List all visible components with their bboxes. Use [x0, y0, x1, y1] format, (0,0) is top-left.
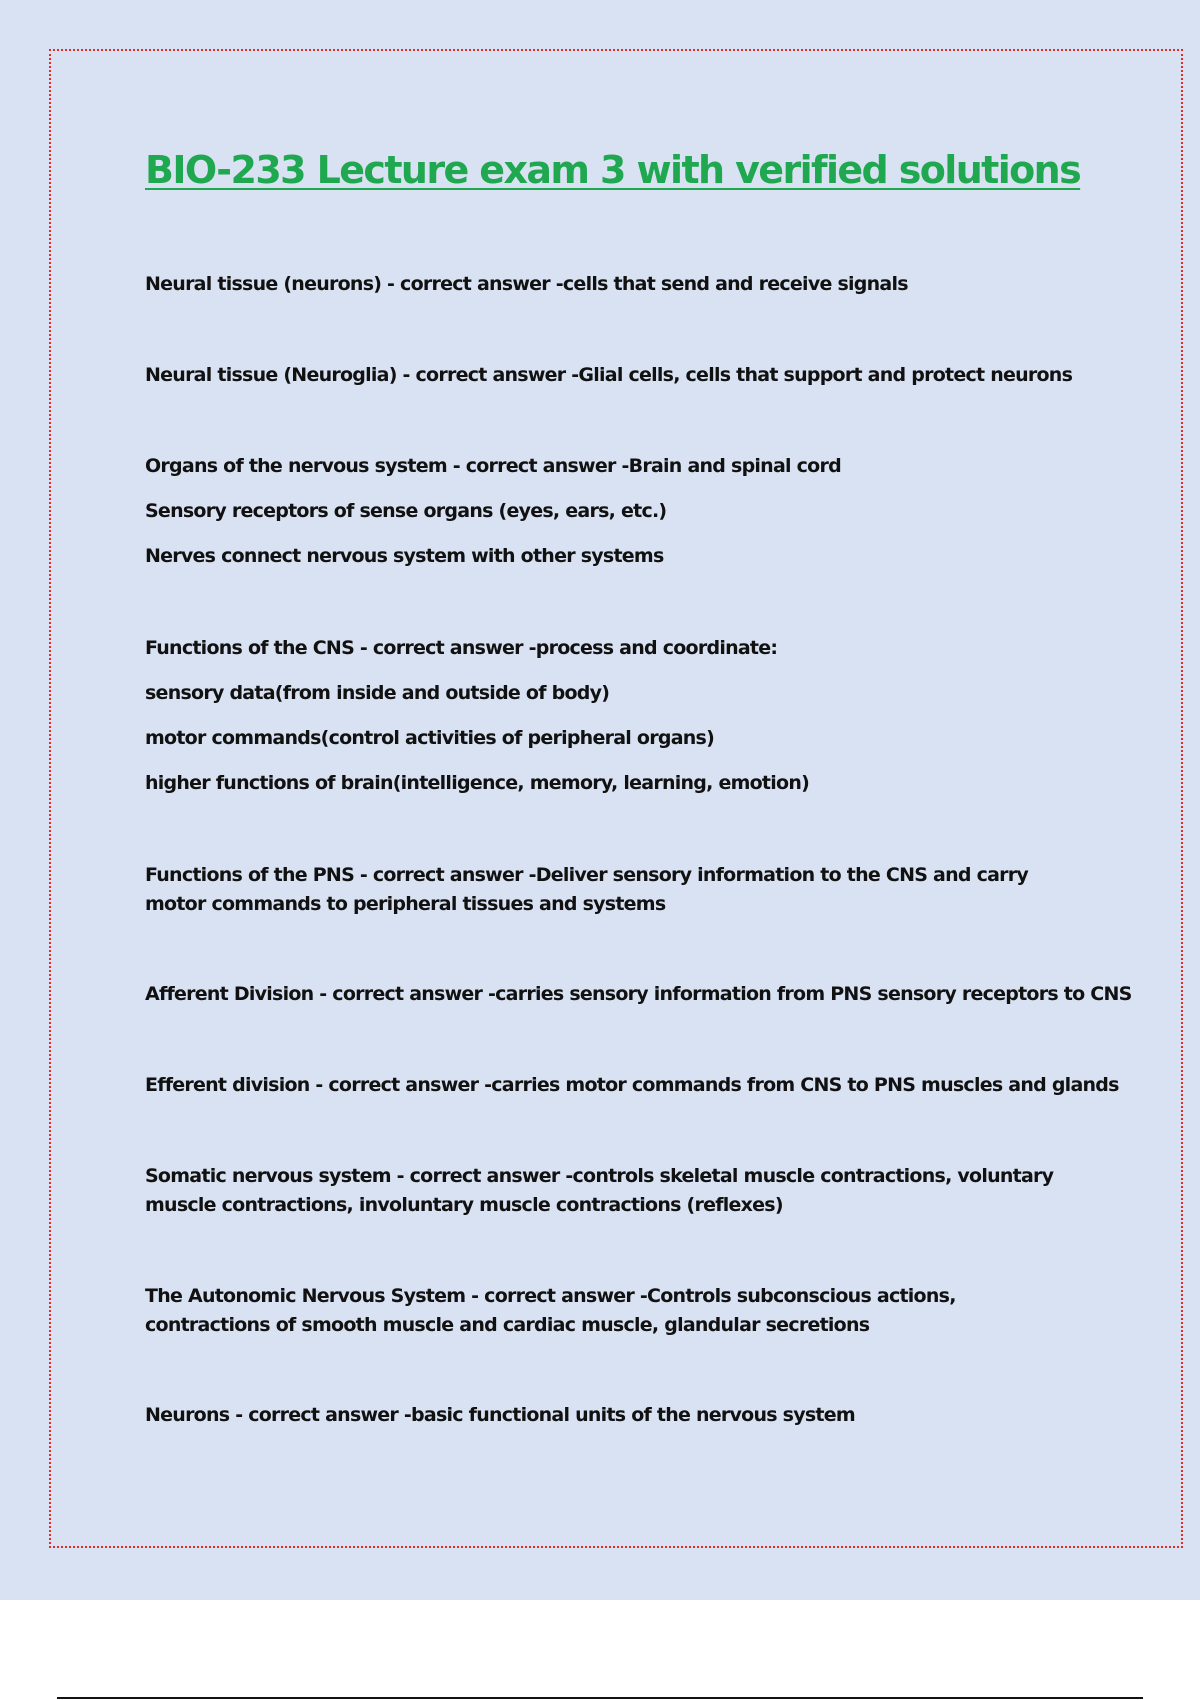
entry-afferent-division — [145, 980, 1132, 1008]
entry-neural-tissue-neurons — [145, 270, 1085, 298]
entry-line: Neural tissue (Neuroglia) - correct answer -Glial cells, cells that support and protect neurons — [145, 364, 1073, 386]
entry-line: sensory data(from inside and outside of body) — [145, 682, 610, 704]
entry-somatic-nervous-system — [145, 1162, 1085, 1220]
entry-autonomic-nervous-system — [145, 1282, 1085, 1340]
entry-line: Nerves connect nervous system with other systems — [145, 545, 664, 567]
entry-line: Neurons - correct answer -basic functional units of the nervous system — [145, 1404, 855, 1426]
entry-line: Organs of the nervous system - correct answer -Brain and spinal cord — [145, 455, 841, 477]
document-title: BIO-233 Lecture exam 3 with verified solutions — [145, 148, 1081, 192]
entry-functions-pns — [145, 861, 1085, 919]
entry-line: motor commands(control activities of peripheral organs) — [145, 727, 715, 749]
entry-line: The Autonomic Nervous System - correct answer -Controls subconscious actions, contractions of smooth muscle and cardiac muscle, glandular secretions — [145, 1285, 956, 1336]
entry-functions-cns — [145, 634, 1085, 797]
entry-neurons — [145, 1401, 1085, 1429]
entry-line: Functions of the CNS - correct answer -process and coordinate: — [145, 637, 778, 659]
entry-line: Somatic nervous system - correct answer -controls skeletal muscle contractions, voluntary muscle contractions, involuntary muscle contractions (reflexes) — [145, 1165, 1054, 1216]
entry-line: Neural tissue (neurons) - correct answer -cells that send and receive signals — [145, 273, 908, 295]
entry-line: Sensory receptors of sense organs (eyes, ears, etc.) — [145, 500, 667, 522]
entry-organs-nervous-system — [145, 452, 1085, 570]
footer-divider — [57, 1697, 1143, 1699]
entry-line: Efferent division - correct answer -carries motor commands from CNS to PNS muscles and glands — [145, 1074, 1119, 1096]
entry-neural-tissue-neuroglia — [145, 361, 1085, 389]
entry-line: higher functions of brain(intelligence, memory, learning, emotion) — [145, 772, 810, 794]
entry-efferent-division — [145, 1071, 1119, 1099]
entry-line: Afferent Division - correct answer -carries sensory information from PNS sensory receptors to CNS — [145, 983, 1132, 1005]
entry-line: Functions of the PNS - correct answer -Deliver sensory information to the CNS and carry motor commands to peripheral tissues and systems — [145, 864, 1029, 915]
